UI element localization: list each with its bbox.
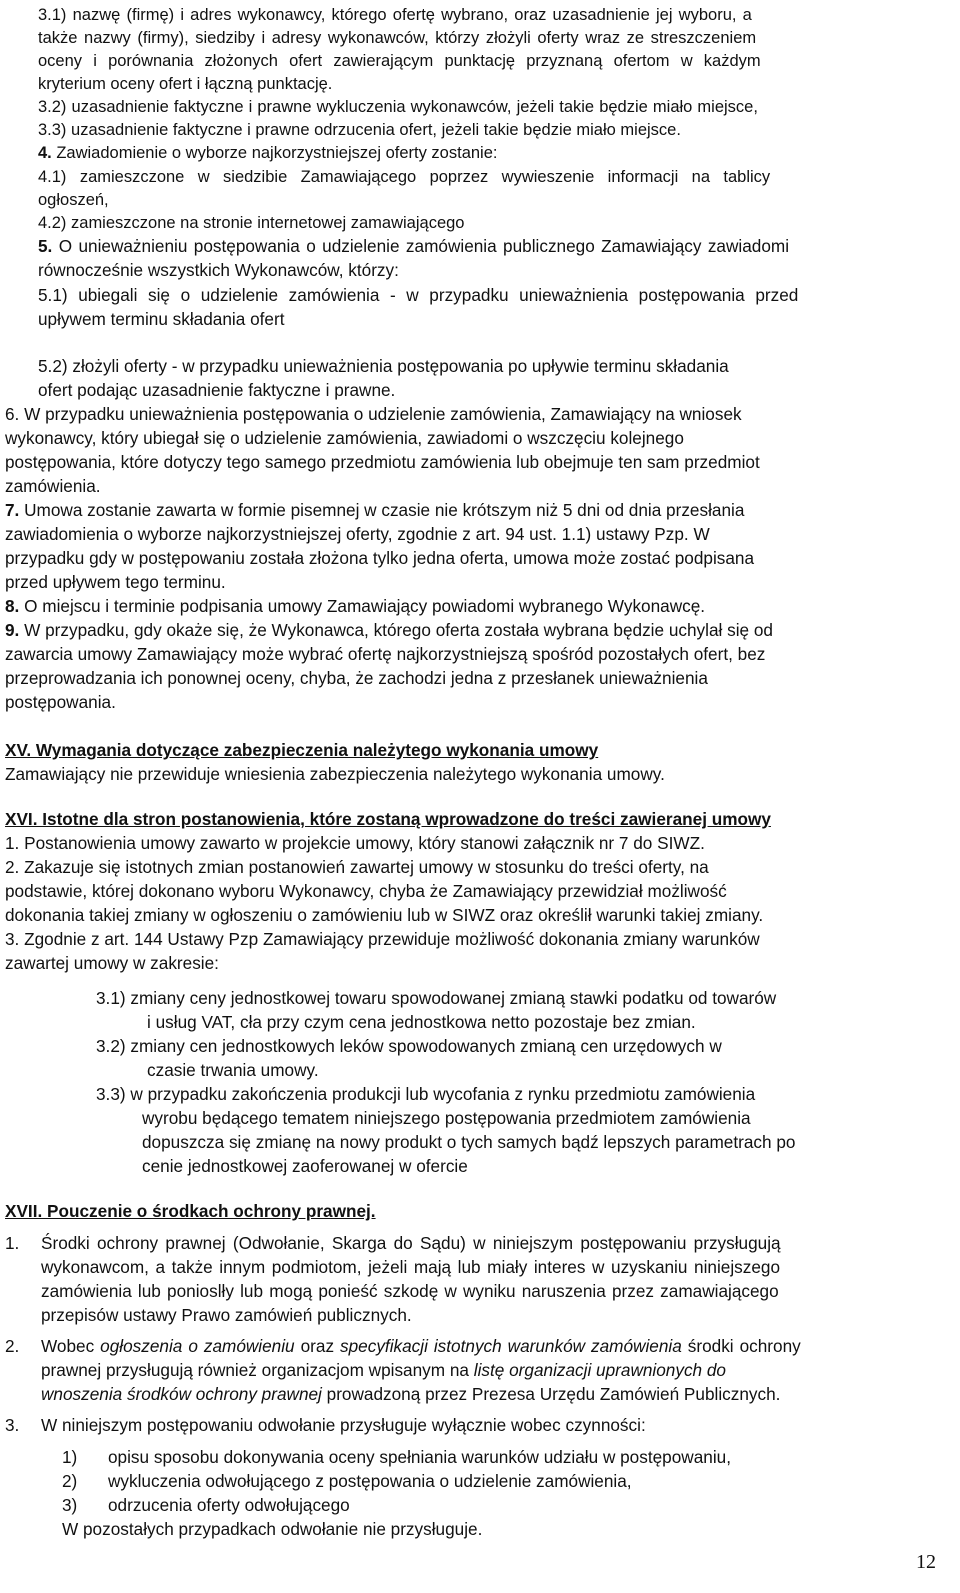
italic-run: wnoszenia środków ochrony prawnej <box>41 1384 322 1404</box>
section-xvi-heading: XVI. Istotne dla stron postanowienia, które zostaną wprowadzone do treści zawieranej umowy <box>5 809 771 829</box>
text-line: 3.1) nazwę (firmę) i adres wykonawcy, którego ofertę wybrano, oraz uzasadnienie jej wyboru, a <box>38 6 752 24</box>
text-line: zawiadomienia o wyborze najkorzystniejszej oferty, zgodnie z art. 94 ust. 1.1) ustawy Pzp. W <box>5 524 710 544</box>
section-number: 7. <box>5 500 20 520</box>
text-run: Zawiadomienie o wyborze najkorzystniejszej oferty zostanie: <box>51 144 498 162</box>
text-line: W niniejszym postępowaniu odwołanie przysługuje wyłącznie wobec czynności: <box>41 1415 646 1435</box>
list-item: czasie trwania umowy. <box>147 1060 319 1080</box>
text-line: zamówienia. <box>5 476 101 496</box>
text-line: wykonawcy, który ubiegał się o udzielenie zamówienia, zawiadomi o wszczęciu kolejnego <box>5 428 684 448</box>
list-item: cenie jednostkowej zaoferowanej w ofercie <box>142 1156 468 1176</box>
section-8-line <box>5 598 705 615</box>
text-line: wykonawcom, a także innym podmiotom, jeżeli mają lub miały interes w uzyskaniu niniejszego <box>41 1257 781 1277</box>
text-line: upływem terminu składania ofert <box>38 309 285 329</box>
text-line: ofert podając uzasadnienie faktyczne i prawne. <box>38 380 396 400</box>
page-number: 12 <box>916 1551 936 1573</box>
section-xv-heading: XV. Wymagania dotyczące zabezpieczenia należytego wykonania umowy <box>5 740 599 760</box>
text-line: przepisów ustawy Prawo zamówień publicznych. <box>41 1305 412 1325</box>
text-run: oraz <box>294 1336 341 1356</box>
text-run: Wobec <box>41 1336 101 1356</box>
text-run: środki ochrony <box>681 1336 801 1356</box>
section-number: 6. <box>5 404 20 424</box>
text-run: Umowa zostanie zawarta w formie pisemnej w czasie nie krótszym niż 5 dni od dnia przesłania <box>19 500 745 520</box>
section-9-line <box>5 622 773 639</box>
text-line: przeprowadzania ich ponownej oceny, chyba, że zachodzi jedna z przesłanek unieważnienia <box>5 668 708 688</box>
text-line: kryterium oceny ofert i łączną punktację. <box>38 75 333 93</box>
italic-run: ogłoszenia o zamówieniu <box>100 1336 295 1356</box>
text-line: 4.2) zamieszczone na stronie internetowej zamawiającego <box>38 214 465 232</box>
text-line: 3.2) uzasadnienie faktyczne i prawne wykluczenia wykonawców, jeżeli takie będzie miało miejsce, <box>38 98 758 116</box>
text-run: W przypadku, gdy okaże się, że Wykonawca, którego oferta została wybrana będzie uchylał się od <box>19 620 773 640</box>
italic-run: specyfikacji istotnych warunków zamówienia <box>340 1336 682 1356</box>
text-line: ogłoszeń, <box>38 191 109 209</box>
list-number: 1) <box>62 1447 78 1467</box>
section-number: 4. <box>38 144 52 162</box>
text-line: przypadku gdy w postępowaniu została złożona tylko jedna oferta, umowa może zostać podpisana <box>5 548 755 568</box>
text-line: postępowania, które dotyczy tego samego przedmiotu zamówienia lub obejmuje ten sam przedmiot <box>5 452 760 472</box>
text-line: 5.2) złożyli oferty - w przypadku unieważnienia postępowania po upływie terminu składania <box>38 356 729 376</box>
section-5-line <box>38 238 789 255</box>
text-line: przed upływem tego terminu. <box>5 572 226 592</box>
text-line: zamówienia lub ponioslły lub mogą ponieść szkodę w wyniku naruszenia przez zamawiającego <box>41 1281 779 1301</box>
section-number: 8. <box>5 596 20 616</box>
text-line: 2. Zakazuje się istotnych zmian postanowień zawartej umowy w stosunku do treści oferty, na <box>5 857 709 877</box>
text-line <box>41 1386 780 1403</box>
italic-run: listę organizacji uprawnionych do <box>473 1360 726 1380</box>
list-number: 3. <box>5 1415 20 1435</box>
text-line: Środki ochrony prawnej (Odwołanie, Skarga do Sądu) w niniejszym postępowaniu przysługują <box>41 1233 781 1253</box>
text-line: W pozostałych przypadkach odwołanie nie przysługuje. <box>62 1519 483 1539</box>
section-xvii-heading: XVII. Pouczenie o środkach ochrony prawnej. <box>5 1201 376 1221</box>
text-line: dokonania takiej zmiany w ogłoszeniu o zamówieniu lub w SIWZ oraz określił warunki takiej zmiany. <box>5 905 764 925</box>
section-6-line <box>5 406 742 423</box>
list-item: 3.3) w przypadku zakończenia produkcji lub wycofania z rynku przedmiotu zamówienia <box>96 1084 756 1104</box>
list-item: 3.2) zmiany cen jednostkowych leków spowodowanych zmianą cen urzędowych w <box>96 1036 722 1056</box>
text-line: zawarcia umowy Zamawiający może wybrać ofertę najkorzystniejszą spośród pozostałych ofert, bez <box>5 644 766 664</box>
list-item: 3.1) zmiany ceny jednostkowej towaru spowodowanej zmianą stawki podatku od towarów <box>96 988 777 1008</box>
section-7-line <box>5 502 744 519</box>
text-run: prowadzoną przez Prezesa Urzędu Zamówień Publicznych. <box>321 1384 781 1404</box>
text-run: W przypadku unieważnienia postępowania o udzielenie zamówienia, Zamawiający na wniosek <box>19 404 742 424</box>
text-run: O miejscu i terminie podpisania umowy Zamawiający powiadomi wybranego Wykonawcę. <box>19 596 706 616</box>
section-number: 9. <box>5 620 20 640</box>
list-item: dopuszcza się zmianę na nowy produkt o tych samych bądź lepszych parametrach po <box>142 1132 796 1152</box>
list-number: 1. <box>5 1233 20 1253</box>
text-line: podstawie, której dokonano wyboru Wykonawcy, chyba że Zamawiający przewidział możliwość <box>5 881 727 901</box>
list-item: i usług VAT, cła przy czym cena jednostkowa netto pozostaje bez zmian. <box>147 1012 696 1032</box>
text-line: postępowania. <box>5 692 116 712</box>
list-item: wykluczenia odwołującego z postępowania o udzielenie zamówienia, <box>108 1471 632 1491</box>
text-line: 3. Zgodnie z art. 144 Ustawy Pzp Zamawiający przewiduje możliwość dokonania zmiany warunków <box>5 929 760 949</box>
list-item: opisu sposobu dokonywania oceny spełniania warunków udziału w postępowaniu, <box>108 1447 731 1467</box>
text-line: oceny i porównania złożonych ofert zawierającym punktację przyznaną ofertom w każdym <box>38 52 761 70</box>
text-line: także nazwy (firmy), siedziby i adresy wykonawców, którzy złożyli oferty wraz ze streszczeniem <box>38 29 757 47</box>
section-4-title <box>38 145 497 162</box>
text-line <box>41 1338 801 1355</box>
text-line: Zamawiający nie przewiduje wniesienia zabezpieczenia należytego wykonania umowy. <box>5 764 665 784</box>
list-item: odrzucenia oferty odwołującego <box>108 1495 350 1515</box>
text-line: równocześnie wszystkich Wykonawców, którzy: <box>38 260 399 280</box>
section-number: 5. <box>38 236 53 256</box>
text-line: 1. Postanowienia umowy zawarto w projekcie umowy, który stanowi załącznik nr 7 do SIWZ. <box>5 833 705 853</box>
text-line: zawartej umowy w zakresie: <box>5 953 219 973</box>
list-item: wyrobu będącego tematem niniejszego postępowania przedmiotem zamówienia <box>142 1108 751 1128</box>
text-line: 3.3) uzasadnienie faktyczne i prawne odrzucenia ofert, jeżeli takie będzie miało miejsce. <box>38 121 681 139</box>
text-run: prawnej przysługują również organizacjom wpisanym na <box>41 1360 474 1380</box>
text-line: 5.1) ubiegali się o udzielenie zamówienia - w przypadku unieważnienia postępowania przed <box>38 285 799 305</box>
text-run: O unieważnieniu postępowania o udzielenie zamówienia publicznego Zamawiający zawiadomi <box>52 236 790 256</box>
list-number: 2) <box>62 1471 78 1491</box>
list-number: 2. <box>5 1336 20 1356</box>
list-number: 3) <box>62 1495 78 1515</box>
text-line: 4.1) zamieszczone w siedzibie Zamawiającego poprzez wywieszenie informacji na tablicy <box>38 168 771 186</box>
text-line <box>41 1362 726 1379</box>
